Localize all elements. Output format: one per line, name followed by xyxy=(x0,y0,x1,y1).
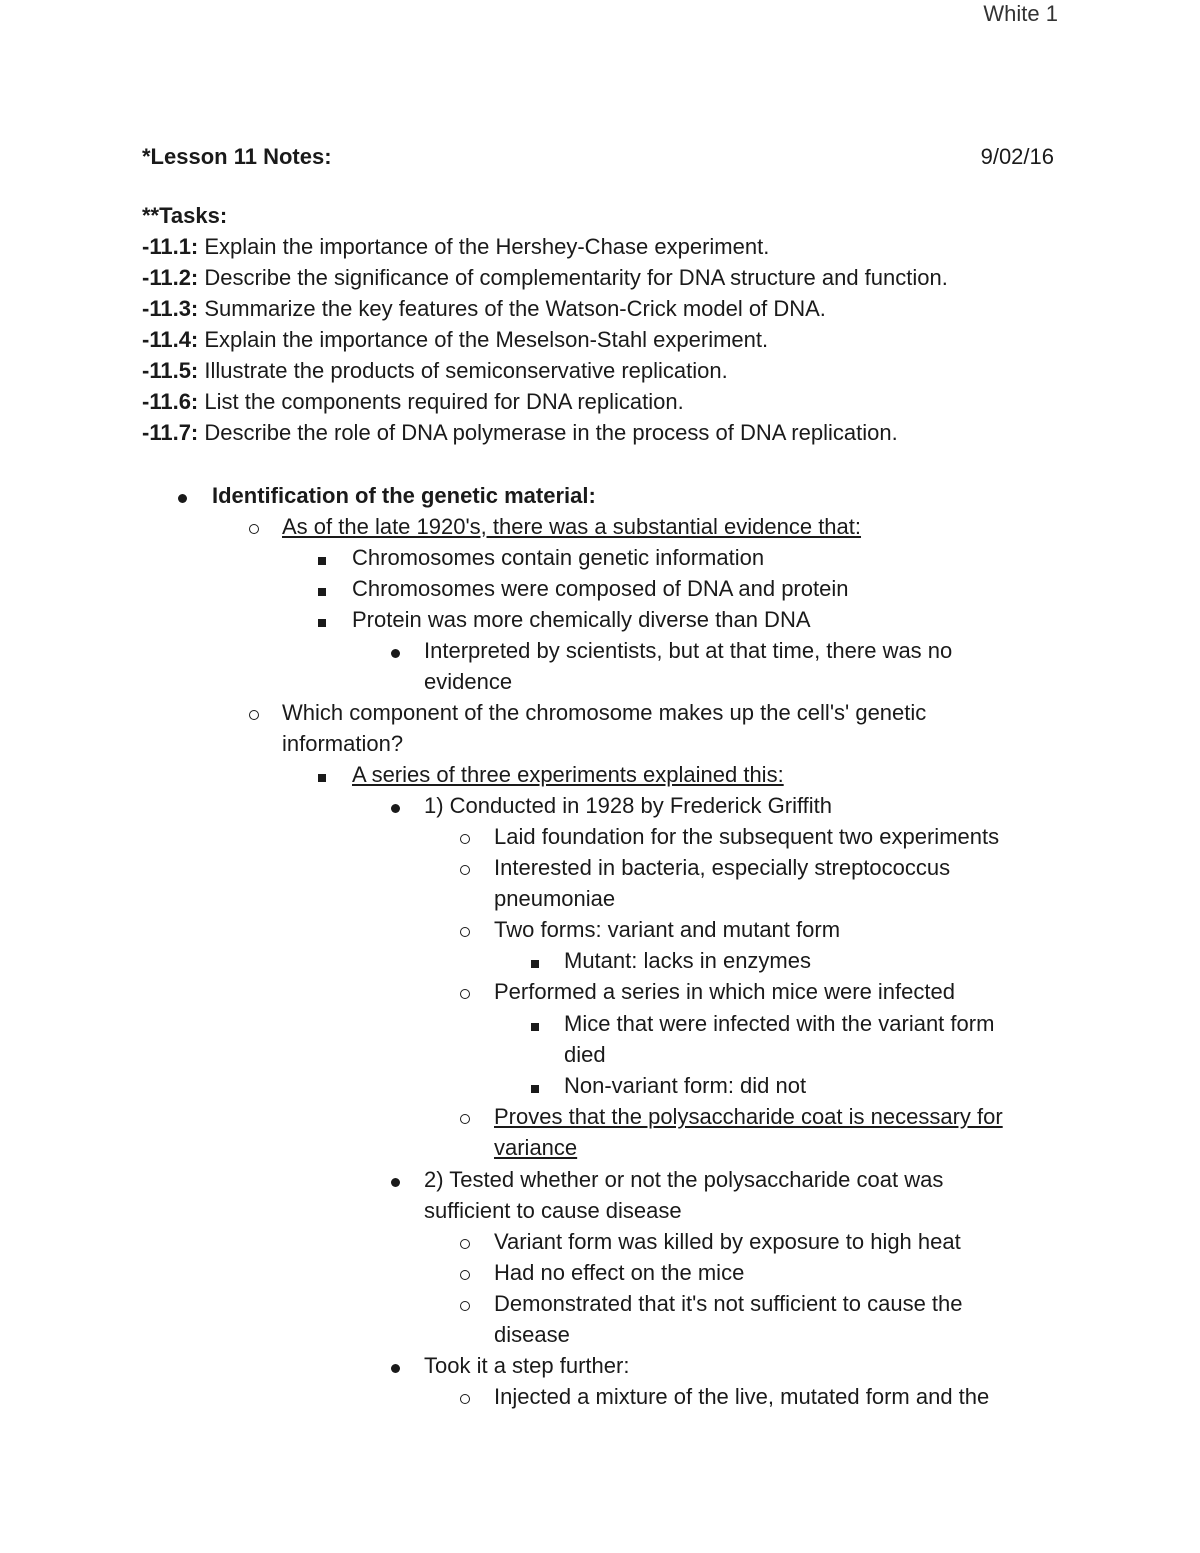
bullet-circle-icon xyxy=(460,1381,470,1412)
page-header-name: White 1 xyxy=(983,1,1058,26)
note-line: Which component of the chromosome makes up the cell's' genetic xyxy=(282,700,927,725)
bullet-circle-icon xyxy=(249,511,259,542)
bullet-square-icon xyxy=(318,542,326,573)
note-line: pneumoniae xyxy=(494,886,616,911)
task-item: -11.6: List the components required for DNA replication. xyxy=(142,389,684,414)
bullet-square-icon xyxy=(531,1008,539,1039)
note-line: Injected a mixture of the live, mutated form and the xyxy=(494,1384,990,1409)
task-item: -11.7: Describe the role of DNA polymerase in the process of DNA replication. xyxy=(142,420,898,445)
bullet-circle-icon xyxy=(460,821,470,852)
task-item: -11.4: Explain the importance of the Meselson-Stahl experiment. xyxy=(142,327,769,352)
bullet-dot-icon xyxy=(391,1350,400,1381)
note-line: Demonstrated that it's not sufficient to cause the xyxy=(494,1291,963,1316)
bullet-circle-icon xyxy=(460,1101,470,1132)
bullet-circle-icon xyxy=(249,697,259,728)
note-line: Chromosomes were composed of DNA and protein xyxy=(352,576,849,601)
bullet-dot-icon xyxy=(178,480,187,511)
bullet-square-icon xyxy=(531,1070,539,1101)
note-line: evidence xyxy=(424,669,513,694)
note-line: Mice that were infected with the variant form xyxy=(564,1011,995,1036)
bullet-circle-icon xyxy=(460,914,470,945)
note-line: A series of three experiments explained this: xyxy=(352,762,784,787)
lesson-date: 9/02/16 xyxy=(980,144,1054,169)
bullet-dot-icon xyxy=(391,635,400,666)
bullet-dot-icon xyxy=(391,790,400,821)
task-item: -11.1: Explain the importance of the Hershey-Chase experiment. xyxy=(142,234,770,259)
task-item: -11.3: Summarize the key features of the Watson-Crick model of DNA. xyxy=(142,296,826,321)
note-line: Protein was more chemically diverse than DNA xyxy=(352,607,811,632)
note-line: information? xyxy=(282,731,404,756)
section-heading: Identification of the genetic material: xyxy=(212,483,596,508)
note-line: disease xyxy=(494,1322,570,1347)
note-line: Had no effect on the mice xyxy=(494,1260,745,1285)
bullet-circle-icon xyxy=(460,1288,470,1319)
note-line: Interested in bacteria, especially streptococcus xyxy=(494,855,951,880)
bullet-circle-icon xyxy=(460,1257,470,1288)
bullet-square-icon xyxy=(318,573,326,604)
bullet-circle-icon xyxy=(460,852,470,883)
task-item: -11.2: Describe the significance of complementarity for DNA structure and function. xyxy=(142,265,948,290)
bullet-square-icon xyxy=(318,604,326,635)
note-line: Laid foundation for the subsequent two experiments xyxy=(494,824,1000,849)
title-row xyxy=(142,141,1054,172)
note-line: variance xyxy=(494,1135,578,1160)
bullet-square-icon xyxy=(318,759,326,790)
note-line: Took it a step further: xyxy=(424,1353,630,1378)
tasks-heading: **Tasks: xyxy=(142,203,228,228)
note-line: Proves that the polysaccharide coat is necessary for xyxy=(494,1104,1003,1129)
note-line: Mutant: lacks in enzymes xyxy=(564,948,811,973)
note-line: sufficient to cause disease xyxy=(424,1198,682,1223)
note-line: died xyxy=(564,1042,606,1067)
note-line: Performed a series in which mice were infected xyxy=(494,979,955,1004)
note-line: 2) Tested whether or not the polysaccharide coat was xyxy=(424,1167,944,1192)
bullet-square-icon xyxy=(531,945,539,976)
bullet-circle-icon xyxy=(460,1226,470,1257)
bullet-dot-icon xyxy=(391,1164,400,1195)
note-line: As of the late 1920's, there was a substantial evidence that: xyxy=(282,514,862,539)
note-line: Chromosomes contain genetic information xyxy=(352,545,765,570)
note-line: Non-variant form: did not xyxy=(564,1073,807,1098)
note-line: Two forms: variant and mutant form xyxy=(494,917,841,942)
task-item: -11.5: Illustrate the products of semiconservative replication. xyxy=(142,358,728,383)
note-line: Variant form was killed by exposure to high heat xyxy=(494,1229,961,1254)
lesson-title: *Lesson 11 Notes: xyxy=(142,144,332,169)
note-line: 1) Conducted in 1928 by Frederick Griffith xyxy=(424,793,833,818)
note-line: Interpreted by scientists, but at that time, there was no xyxy=(424,638,953,663)
bullet-circle-icon xyxy=(460,976,470,1007)
